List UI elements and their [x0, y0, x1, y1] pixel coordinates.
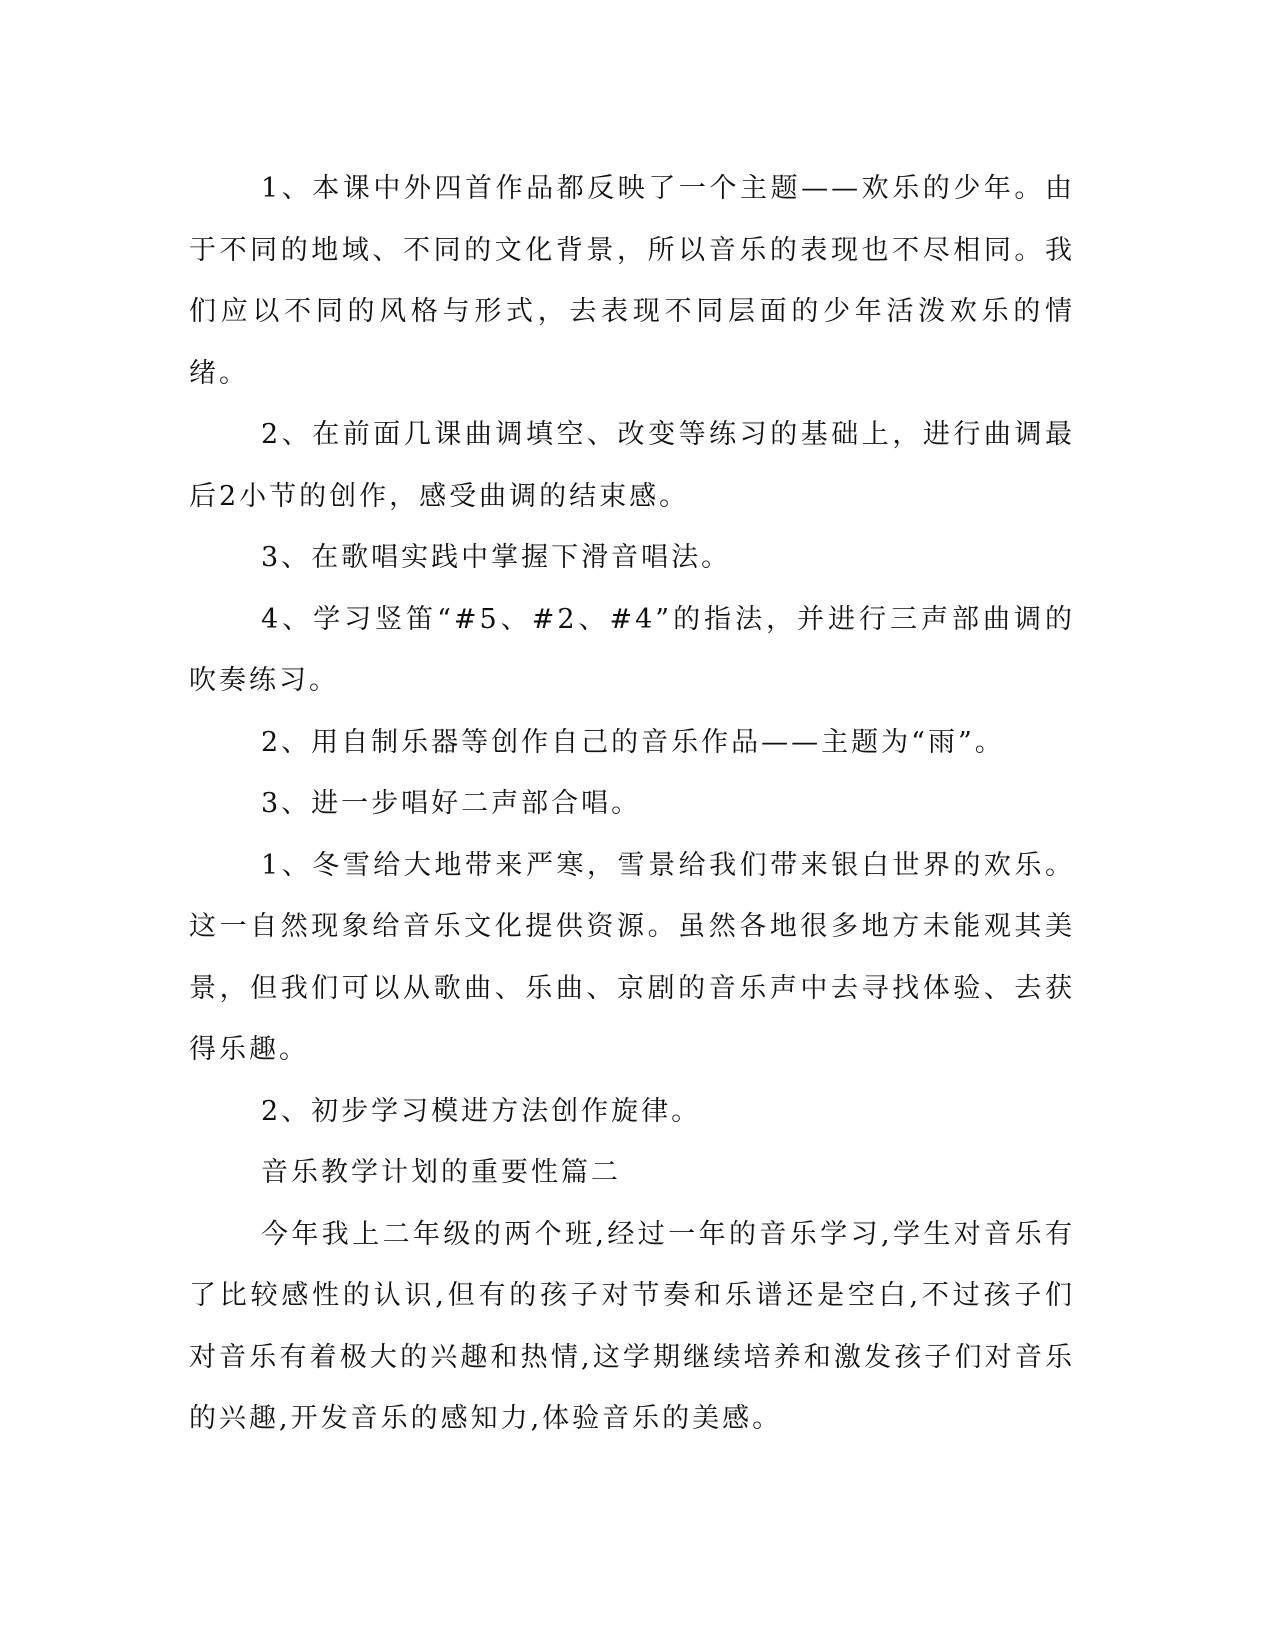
paragraph-8: 2、初步学习模进方法创作旋律。: [261, 1095, 702, 1127]
paragraph-9: 今年我上二年级的两个班,经过一年的音乐学习,学生对音乐有了比较感性的认识,但有的孩子对节奏和乐谱还是空白,不过孩子们对音乐有着极大的兴趣和热情,这学期继续培养和激发孩子们对音乐的兴趣,开发音乐的感知力,体验音乐的美感。: [189, 1218, 1075, 1434]
paragraph-5: 2、用自制乐器等创作自己的音乐作品——主题为“雨”。: [261, 726, 1005, 758]
paragraph-4: 4、学习竖笛“#5、#2、#4”的指法，并进行三声部曲调的吹奏练习。: [189, 603, 1075, 696]
document-body: [189, 158, 1075, 1450]
paragraph-2: 2、在前面几课曲调填空、改变等练习的基础上，进行曲调最后2小节的创作，感受曲调的结束感。: [189, 419, 1075, 512]
section-heading: 音乐教学计划的重要性篇二: [261, 1157, 621, 1188]
paragraph-6: 3、进一步唱好二声部合唱。: [261, 788, 642, 819]
paragraph-1: 1、本课中外四首作品都反映了一个主题——欢乐的少年。由于不同的地域、不同的文化背景，所以音乐的表现也不尽相同。我们应以不同的风格与形式，去表现不同层面的少年活泼欢乐的情绪。: [189, 173, 1075, 389]
paragraph-7: 1、冬雪给大地带来严寒，雪景给我们带来银白世界的欢乐。这一自然现象给音乐文化提供资源。虽然各地很多地方未能观其美景，但我们可以从歌曲、乐曲、京剧的音乐声中去寻找体验、去获得乐趣。: [189, 849, 1075, 1065]
paragraph-3: 3、在歌唱实践中掌握下滑音唱法。: [261, 542, 732, 573]
